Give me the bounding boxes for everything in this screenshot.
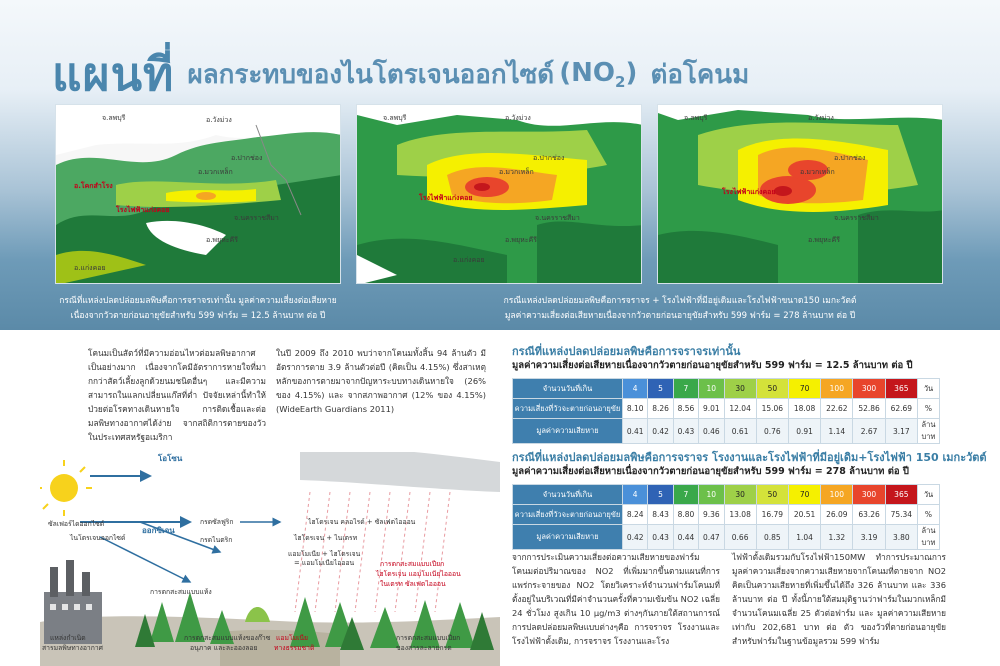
place-label: อ.ปากช่อง — [533, 154, 565, 162]
title-suffix: ต่อโคนม — [650, 60, 750, 90]
risk-cell: 15.06 — [756, 399, 788, 419]
loss-cell: 0.42 — [648, 419, 673, 444]
loss-cell: 0.47 — [699, 525, 724, 550]
table2-title: กรณีที่แหล่งปลดปล่อยมลพิษคือการจราจร โรงงานและโรงไฟฟ้าที่มีอยู่เดิม+โรงไฟฟ้า 150 เมกะวัตต์ — [512, 451, 987, 464]
day-cell: 30 — [724, 485, 756, 505]
place-label: อ.วังม่วง — [808, 114, 834, 122]
risk-cell: 8.26 — [648, 399, 673, 419]
text-col-4: ไฟฟ้าตั้งเดิมรวมกับโรงไฟฟ้า150MW ทำการประมาณการมูลค่าความเสี่ยงจากความเสียหายจากโคนมที่ตายจาก NO2 คิดเป็นความเสียหายที่เพิ่มขึ้นได้ถึง 326 ล้านบาท และ 336 ล้านบาท ต่อ ปี ทั้งนี้ภายใต้สมมุติฐานว่าฟาร์มในมวกเหล็กมีจำนวนโคนมเฉลี่ย 25 ตัวต่อฟาร์ม และ มูลค่าความเสียหายเท่ากับ 202,681 บาท ต่อ ตัว ของวัวที่ตายก่อนอายุขัย สำหรับฟาร์มในฐานข้อมูลรวม 599 ฟาร์ม — [732, 552, 946, 646]
table1-subtitle: มูลค่าความเสี่ยงต่อเสียหายเนื่องจากวัวตายก่อนอายุขัยสำหรับ 599 ฟาร์ม = 12.5 ล้านบาท ต่อ ปี — [512, 360, 913, 371]
place-label: โรงไฟฟ้าแก่งคอย — [722, 188, 776, 196]
place-label: จ.ลพบุรี — [102, 114, 126, 122]
loss-cell: 0.85 — [756, 525, 788, 550]
place-label: อ.แก่งคอย — [453, 256, 485, 264]
loss-cell: 0.91 — [788, 419, 820, 444]
loss-cell: 1.04 — [788, 525, 820, 550]
dispersion-map-1 — [56, 105, 341, 284]
day-cell: 70 — [788, 379, 820, 399]
risk-cell: 9.01 — [699, 399, 724, 419]
loss-cell: 1.32 — [821, 525, 853, 550]
label-wet-caption: การตกสะสมแบบเปียก — [396, 634, 461, 642]
loss-cell: 2.67 — [853, 419, 885, 444]
text-col-3: จากการประเมินความเสี่ยงต่อความเสียหายของฟาร์มโคนมต่อปริมาณของ NO2 ที่เพิ่มมากขึ้นตามแผนที่การแพร่กระจายของ NO2 โดยวิเคราะห์จำนวนฟาร์มโคนมที่ตั้งอยู่ในบริเวณที่มีค่าจำนวนครั้งที่ความเข้มข้น NO2 เฉลี่ย 24 ชั่วโมง สูงเกิน 10 µg/m3 ต่างๆกันภายใต้สถานการณ์การปลดปล่อยมลพิษแบบต่างๆคือ การจราจร โรงงานและโรงไฟฟ้าตั้งเดิม, การจราจร โรงงานและโรง — [512, 552, 720, 646]
risk-cell: 8.24 — [623, 505, 648, 525]
label-source-2: สารมลพิษทางอากาศ — [42, 644, 103, 652]
risk-cell: 9.36 — [699, 505, 724, 525]
day-cell: 70 — [788, 485, 820, 505]
day-cell: 300 — [853, 485, 885, 505]
risk-table-1 — [512, 378, 940, 444]
map-with-new-plant — [657, 104, 943, 284]
unit-cell: ล้านบาท — [918, 525, 940, 550]
day-cell: 30 — [724, 379, 756, 399]
place-label: อ.โคกสำโรง — [74, 182, 113, 190]
risk-cell: 20.51 — [788, 505, 820, 525]
risk-cell: 22.62 — [821, 399, 853, 419]
unit-cell: ล้านบาท — [918, 419, 940, 444]
label-wet-caption-2: ของสารละลายกรด — [396, 644, 452, 652]
day-cell: 5 — [648, 379, 673, 399]
row-label: จำนวนวันที่เกิน — [513, 379, 623, 399]
loss-cell: 0.66 — [724, 525, 756, 550]
loss-cell: 1.14 — [821, 419, 853, 444]
place-label: จ.นครราชสีมา — [834, 214, 879, 222]
title-sub: ผลกระทบของไนโตรเจนออกไซด์ — [187, 60, 555, 90]
day-cell: 100 — [821, 485, 853, 505]
row-label: มูลค่าความเสียหาย — [513, 419, 623, 444]
label-wet-4: = แอมโมเนียไอออน — [294, 559, 355, 567]
loss-cell: 0.43 — [648, 525, 673, 550]
map-traffic-only — [55, 104, 341, 284]
risk-table-2 — [512, 484, 940, 550]
day-cell: 50 — [756, 379, 788, 399]
text-col-2: ในปี 2009 ถึง 2010 พบว่าจากโคนมทั้งสิ้น 94 ล้านตัว มีอัตราการตาย 3.9 ล้านตัวต่อปี (คิดเป็น 4.15%) ซึ่งสาเหตุหลักของการตายมาจากปัญหาระบบทางเดินหายใจ (26% ของ 4.15%) และ จากสภาพอากาศ (12% ของ 4.15%) (WideEarth Guardians 2011) — [276, 348, 486, 414]
loss-cell: 3.19 — [853, 525, 885, 550]
page-title — [52, 38, 749, 111]
day-cell: 365 — [885, 379, 917, 399]
sun-icon — [50, 474, 78, 502]
label-ammonia: แอมโมเนีย — [276, 634, 309, 642]
label-ammonia-2: ทางธรรมชาติ — [274, 644, 315, 652]
place-label: อ.พยุหะคีรี — [206, 236, 238, 244]
risk-cell: 13.08 — [724, 505, 756, 525]
day-cell: 7 — [673, 379, 698, 399]
label-wet-head: การตกสะสมแบบเปียก — [380, 560, 445, 568]
loss-cell: 0.44 — [673, 525, 698, 550]
row-label: จำนวนวันที่เกิน — [513, 485, 623, 505]
text-col-1: โคนมเป็นสัตว์ที่มีความอ่อนไหวต่อมลพิษอากาศเป็นอย่างมาก เนื่องจากโคมีอัตราการหายใจที่มากกว่าสัตว์เลี้ยงลูกด้วยนมชนิดอื่นๆ และมีความสามารถในแลกเปลี่ยนแก๊สที่ต่ำ ปัจจัยเหล่านี้ทำให้ป่วยต่อโรคทางเดินหายใจ การติดเชื้อและต่อมลพิษทางอากาศได้ง่าย จากสถิติการตายของวัวในประเทศสหรัฐอเมริกา — [88, 348, 266, 442]
loss-cell: 0.46 — [699, 419, 724, 444]
day-cell: 4 — [623, 379, 648, 399]
label-wet-6: ในเตรท ซัลเฟตไอออน — [380, 580, 446, 588]
title-formula: $(NO_2)$ — [559, 57, 638, 92]
place-label: อ.ปากช่อง — [231, 154, 263, 162]
place-label: อ.วังม่วง — [505, 114, 531, 122]
label-so2: ซัลเฟอร์ไดออกไซด์ — [48, 520, 105, 528]
dispersion-map-3 — [658, 105, 943, 284]
label-sulfuric: กรดซัลฟูริก — [200, 518, 234, 526]
day-cell: 365 — [885, 485, 917, 505]
place-label: โรงไฟฟ้าแก่งคอย — [116, 206, 170, 214]
label-wet-2: ไฮโดรเจน + ไนเตรท — [294, 534, 358, 542]
label-dry-caption-2: อนุภาค และละอองลอย — [190, 644, 258, 652]
day-cell: 10 — [699, 379, 724, 399]
loss-cell: 3.80 — [885, 525, 917, 550]
day-cell: 300 — [853, 379, 885, 399]
map-existing-sources — [356, 104, 642, 284]
place-label: อ.แก่งคอย — [74, 264, 106, 272]
day-cell: 4 — [623, 485, 648, 505]
label-wet-1: ไฮโดรเจน คลอไรด์ + ซัลเฟตไอออน — [308, 518, 416, 526]
label-wet-3: แอมโมเนีย + ไฮโดรเจน — [288, 550, 361, 558]
risk-cell: 8.80 — [673, 505, 698, 525]
day-cell: 7 — [673, 485, 698, 505]
loss-cell: 0.61 — [724, 419, 756, 444]
place-label: อ.มวกเหล็ก — [800, 168, 835, 176]
dispersion-map-2 — [357, 105, 642, 284]
place-label: อ.พยุหะคีรี — [505, 236, 537, 244]
label-oxygen: ออกซิเจน — [142, 526, 175, 535]
loss-cell: 0.76 — [756, 419, 788, 444]
place-label: อ.มวกเหล็ก — [198, 168, 233, 176]
row-label: มูลค่าความเสียหาย — [513, 525, 623, 550]
risk-cell: 52.86 — [853, 399, 885, 419]
table1-title: กรณีที่แหล่งปลดปล่อยมลพิษคือการจราจรเท่านั้น — [512, 345, 741, 358]
loss-cell: 0.43 — [673, 419, 698, 444]
caption-map-1: กรณีที่แหล่งปลดปล่อยมลพิษคือการจราจรเท่านั้น มูลค่าความเสี่ยงต่อเสียหาย เนื่องจากวัวตายก่อนอายุขัยสำหรับ 599 ฟาร์ม = 12.5 ล้านบาท ต่อ ปี — [59, 296, 337, 321]
place-label: อ.พยุหะคีรี — [808, 236, 840, 244]
table2-subtitle: มูลค่าความเสี่ยงต่อเสียหายเนื่องจากวัวตายก่อนอายุขัยสำหรับ 599 ฟาร์ม = 278 ล้านบาท ต่อ ปี — [512, 466, 909, 477]
day-cell: 50 — [756, 485, 788, 505]
place-label: จ.ลพบุรี — [684, 114, 708, 122]
label-nitric: กรดไนตริก — [200, 536, 233, 544]
place-label: จ.นครราชสีมา — [535, 214, 580, 222]
place-label: อ.วังม่วง — [206, 116, 232, 124]
day-cell: 5 — [648, 485, 673, 505]
label-source: แหล่งกำเนิด — [50, 634, 86, 642]
row-label: ความเสี่ยงที่วัวจะตายก่อนอายุขัย — [513, 399, 623, 419]
label-dry-caption: การตกสะสมแบบแห้งของก๊าซ — [184, 634, 271, 642]
label-dry-deposition: การตกสะสมแบบแห้ง — [150, 588, 212, 596]
place-label: อ.ปากช่อง — [834, 154, 866, 162]
acid-deposition-diagram — [40, 452, 500, 666]
day-cell: 100 — [821, 379, 853, 399]
place-label: อ.มวกเหล็ก — [499, 168, 534, 176]
risk-cell: 12.04 — [724, 399, 756, 419]
unit-cell: วัน — [918, 485, 940, 505]
risk-cell: 8.10 — [623, 399, 648, 419]
place-label: จ.ลพบุรี — [383, 114, 407, 122]
label-ozone: โอโซน — [158, 454, 183, 463]
risk-cell: 18.08 — [788, 399, 820, 419]
label-nox: ไนโตรเจนออกไซด์ — [70, 534, 126, 542]
row-label: ความเสี่ยงที่วัวจะตายก่อนอายุขัย — [513, 505, 623, 525]
loss-cell: 3.17 — [885, 419, 917, 444]
label-wet-5: ไฮโดรเจน แอมโมเนียไอออน — [376, 570, 461, 578]
risk-cell: 16.79 — [756, 505, 788, 525]
risk-cell: 75.34 — [885, 505, 917, 525]
risk-cell: 62.69 — [885, 399, 917, 419]
risk-cell: 63.26 — [853, 505, 885, 525]
caption-maps-2-3: กรณีแหล่งปลดปล่อยมลพิษคือการจราจร + โรงไฟฟ้าที่มีอยู่เดิมและโรงไฟฟ้าขนาด150 เมกะวัตต์ มูลค่าความเสี่ยงต่อเสียหายเนื่องจากวัวตายก่อนอายุขัยสำหรับ 599 ฟาร์ม = 278 ล้านบาท ต่อ ปี — [503, 296, 857, 321]
loss-cell: 0.41 — [623, 419, 648, 444]
unit-cell: % — [918, 399, 940, 419]
place-label: จ.นครราชสีมา — [234, 214, 279, 222]
day-cell: 10 — [699, 485, 724, 505]
risk-cell: 8.56 — [673, 399, 698, 419]
unit-cell: วัน — [918, 379, 940, 399]
place-label: โรงไฟฟ้าแก่งคอย — [419, 194, 473, 202]
risk-cell: 26.09 — [821, 505, 853, 525]
loss-cell: 0.42 — [623, 525, 648, 550]
title-main: แผนที่ — [52, 47, 175, 101]
unit-cell: % — [918, 505, 940, 525]
risk-cell: 8.43 — [648, 505, 673, 525]
